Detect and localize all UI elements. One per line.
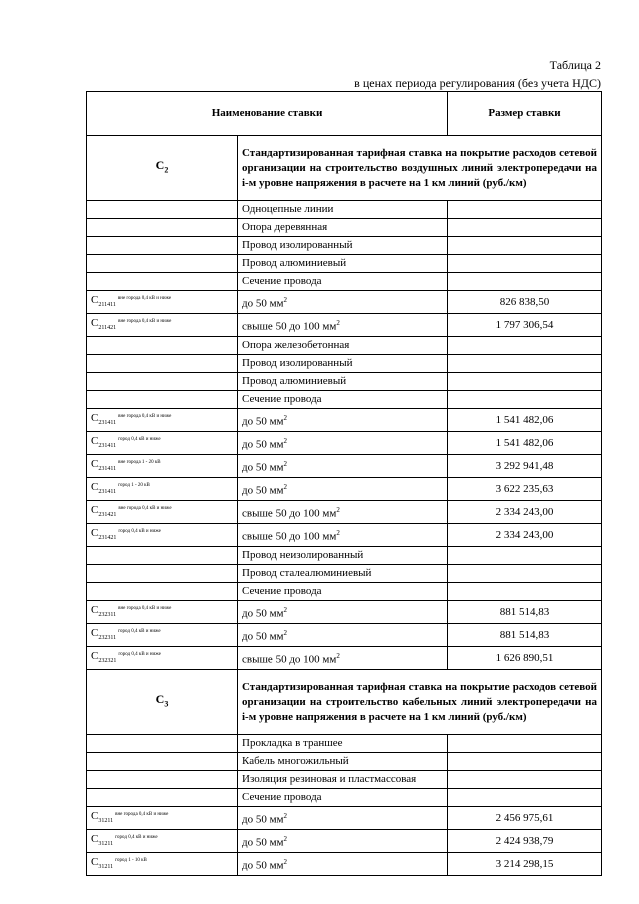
rate-code [87,201,238,219]
rate-description [238,355,448,373]
rate-code-index: 231411 [98,420,117,426]
rate-description [238,565,448,583]
unit-exponent: 2 [336,528,340,537]
rate-value [448,565,602,583]
rate-value: 2 334 243,00 [448,524,602,547]
rate-description-text: до 50 мм [242,484,284,497]
rate-code [87,314,238,337]
rate-code-qualifier: город 0,4 кВ и ниже [118,652,161,657]
section-code-sub: 3 [164,699,169,709]
rate-code [87,432,238,455]
rate-value [448,337,602,355]
rate-code-letter: C [91,317,99,329]
unit-exponent: 2 [283,295,288,304]
rate-description [238,735,448,753]
table-row [87,432,602,455]
table-row [87,255,602,273]
rate-value: 826 838,50 [448,291,602,314]
rate-code-qualifier: город 0,4 кВ и ниже [115,835,158,840]
rate-description-text: Сечение провода [242,791,322,803]
rate-code-index: 31211 [98,841,114,847]
rate-value: 3 214 298,15 [448,853,602,876]
table-row [87,478,602,501]
rate-value: 2 456 975,61 [448,807,602,830]
rate-code [87,807,238,830]
rate-code-index: 232311 [98,635,117,641]
rate-description-text: Сечение провода [242,585,322,597]
rate-value: 2 334 243,00 [448,501,602,524]
rate-description [238,337,448,355]
rate-code-qualifier: город 0,4 кВ и ниже [118,529,161,534]
rate-code [87,478,238,501]
rate-description-text: свыше 50 до 100 мм [242,507,337,520]
rate-value: 1 541 482,06 [448,409,602,432]
rate-description-text: до 50 мм [242,415,284,428]
rate-description [238,853,448,876]
rate-value: 3 292 941,48 [448,455,602,478]
rate-description-text: до 50 мм [242,461,284,474]
rate-value [448,547,602,565]
rate-description [238,255,448,273]
rate-code [87,355,238,373]
rate-description [238,409,448,432]
rate-value [448,735,602,753]
table-row [87,314,602,337]
unit-exponent: 2 [283,628,288,637]
rate-description [238,501,448,524]
rate-code-letter: C [91,412,99,424]
rate-code-qualifier: вне города 0,4 кВ и ниже [117,296,172,301]
table-row [87,237,602,255]
rate-code-qualifier: вне города 1 - 20 кВ [118,460,161,465]
rate-value [448,391,602,409]
rate-value: 2 424 938,79 [448,830,602,853]
rate-code [87,735,238,753]
rate-code [87,830,238,853]
rate-code [87,391,238,409]
rate-value [448,583,602,601]
table-row [87,565,602,583]
rate-code-qualifier: вне города 0,4 кВ и ниже [118,606,172,611]
rate-code-qualifier: город 1 - 20 кВ [118,483,150,488]
rate-code-letter: C [91,604,99,616]
rate-description-text: до 50 мм [242,836,284,849]
table-row [87,771,602,789]
rate-description-text: свыше 50 до 100 мм [242,320,337,333]
table-row [87,524,602,547]
unit-exponent: 2 [283,811,288,820]
rate-value: 1 797 306,54 [448,314,602,337]
unit-exponent: 2 [283,605,288,614]
rate-code [87,547,238,565]
rate-code [87,337,238,355]
rate-description-text: Кабель многожильный [242,755,349,767]
rate-code-qualifier: город 0,4 кВ и ниже [118,629,161,634]
rate-code [87,771,238,789]
table-row [87,583,602,601]
rate-code-index: 231421 [98,512,117,518]
section-code-main: C [155,692,165,707]
section-code-main: C [155,158,165,173]
rate-description [238,291,448,314]
rate-description [238,237,448,255]
rate-code-index: 211421 [98,325,117,331]
rate-code [87,455,238,478]
rate-code-qualifier: вне города 0,4 кВ и ниже [118,414,172,419]
rate-description-text: Сечение провода [242,275,322,287]
rate-value [448,237,602,255]
table-row [87,601,602,624]
rate-description-text: Прокладка в траншее [242,737,343,749]
table-row [87,373,602,391]
rate-code-letter: C [91,294,99,306]
unit-exponent: 2 [283,413,288,422]
section-code [87,136,238,201]
rate-description-text: свыше 50 до 100 мм [242,530,337,543]
table-body [87,136,602,876]
rate-code-letter: C [91,527,99,539]
rate-value [448,201,602,219]
rate-description [238,771,448,789]
table-row [87,501,602,524]
rate-description-text: до 50 мм [242,438,284,451]
section-code [87,670,238,735]
section-header-row [87,670,602,735]
rate-code [87,583,238,601]
rate-value: 3 622 235,63 [448,478,602,501]
rate-description-text: Провод изолированный [242,357,353,369]
rate-description-text: Изоляция резиновая и пластмассовая [242,773,417,785]
rate-description [238,547,448,565]
rate-code-qualifier: вне города 0,4 кВ и ниже [118,319,172,324]
rate-code-letter: C [91,504,99,516]
rate-code-index: 211411 [98,302,116,308]
rate-description [238,601,448,624]
table-row [87,273,602,291]
unit-exponent: 2 [283,436,288,445]
rate-value [448,789,602,807]
rate-description [238,524,448,547]
rate-value [448,255,602,273]
rate-code-letter: C [91,458,99,470]
table-row [87,735,602,753]
rate-value: 881 514,83 [448,624,602,647]
rate-code [87,501,238,524]
rate-description-text: Провод алюминиевый [242,375,347,387]
rate-description [238,273,448,291]
rate-description [238,789,448,807]
rate-description [238,391,448,409]
table-row [87,409,602,432]
rate-code-qualifier: вне города 0,4 кВ и ниже [115,812,169,817]
rate-code [87,601,238,624]
rate-code [87,853,238,876]
header-name: Наименование ставки [87,92,448,136]
rate-description-text: Провод изолированный [242,239,353,251]
table-row [87,789,602,807]
table-row [87,830,602,853]
rate-code-letter: C [91,650,99,662]
rate-code-letter: C [91,435,99,447]
header-row [87,92,602,136]
table-row [87,624,602,647]
rate-code-letter: C [91,856,99,868]
table-row [87,455,602,478]
table-row [87,547,602,565]
rate-description [238,432,448,455]
rate-code-letter: C [91,833,99,845]
rate-code [87,409,238,432]
rate-description [238,583,448,601]
rate-description [238,753,448,771]
section-description: Стандартизированная тарифная ставка на покрытие расходов сетевой организации на строительство воздушных линий электропередачи на i-м уровне напряжения в расчете на 1 км линий (руб./км) [238,136,602,201]
rate-code-index: 31211 [98,864,114,870]
table-row [87,291,602,314]
rate-code [87,524,238,547]
rate-description [238,373,448,391]
table-row [87,391,602,409]
rate-value [448,373,602,391]
table-row [87,753,602,771]
rate-code-letter: C [91,810,99,822]
unit-exponent: 2 [336,505,340,514]
unit-exponent: 2 [283,857,288,866]
rate-code [87,291,238,314]
rate-code-letter: C [91,481,99,493]
rate-description-text: свыше 50 до 100 мм [242,653,337,666]
rate-code [87,373,238,391]
rate-code-qualifier: вне города 0,4 кВ и ниже [118,506,172,511]
rate-description [238,314,448,337]
rate-code [87,255,238,273]
rate-code [87,789,238,807]
table-row [87,219,602,237]
rate-code-qualifier: город 1 - 10 кВ [115,858,147,863]
rate-value: 881 514,83 [448,601,602,624]
rate-description-text: до 50 мм [242,859,284,872]
unit-exponent: 2 [336,651,340,660]
rate-description-text: до 50 мм [242,630,284,643]
section-code-sub: 2 [164,165,169,175]
rate-description-text: Провод неизолированный [242,549,364,561]
rate-code-index: 31211 [98,818,114,824]
rate-description [238,647,448,670]
rate-description-text: до 50 мм [242,297,284,310]
table-row [87,201,602,219]
rate-description [238,624,448,647]
unit-exponent: 2 [283,459,288,468]
rate-code [87,647,238,670]
header-size: Размер ставки [448,92,602,136]
rate-code-index: 231411 [98,466,117,472]
rate-description [238,807,448,830]
section-header-row [87,136,602,201]
rate-code-index: 232321 [98,658,117,664]
rate-value [448,355,602,373]
rate-code [87,219,238,237]
rate-description-text: Одноцепные линии [242,203,334,215]
rate-code [87,237,238,255]
rate-code [87,624,238,647]
rate-description [238,830,448,853]
rate-value [448,273,602,291]
table-number: Таблица 2 [549,58,601,72]
table-row [87,853,602,876]
unit-exponent: 2 [283,482,288,491]
rate-code-index: 231411 [98,489,117,495]
rate-description [238,219,448,237]
rate-code [87,565,238,583]
rate-description-text: Провод сталеалюминиевый [242,567,372,579]
table-row [87,355,602,373]
rate-value [448,771,602,789]
tariff-table [86,91,602,876]
rate-code [87,753,238,771]
table-row [87,647,602,670]
rate-description-text: Провод алюминиевый [242,257,347,269]
rate-description-text: Опора деревянная [242,221,328,233]
rate-description-text: Сечение провода [242,393,322,405]
rate-code-qualifier: город 0,4 кВ и ниже [118,437,161,442]
rate-code-letter: C [91,627,99,639]
table-note: в ценах периода регулирования (без учета НДС) [354,76,601,90]
unit-exponent: 2 [283,834,288,843]
rate-description-text: Опора железобетонная [242,339,350,351]
rate-code-index: 232311 [98,612,117,618]
table-row [87,337,602,355]
rate-code-index: 231421 [98,535,117,541]
rate-value: 1 626 890,51 [448,647,602,670]
section-description: Стандартизированная тарифная ставка на покрытие расходов сетевой организации на строительство кабельных линий электропередачи на i-м уровне напряжения в расчете на 1 км линий (руб./км) [238,670,602,735]
table-row [87,807,602,830]
rate-description [238,478,448,501]
rate-description-text: до 50 мм [242,813,284,826]
rate-description-text: до 50 мм [242,607,284,620]
rate-value [448,753,602,771]
rate-description [238,455,448,478]
rate-description [238,201,448,219]
unit-exponent: 2 [336,318,340,327]
rate-code-index: 231411 [98,443,117,449]
rate-value [448,219,602,237]
rate-code [87,273,238,291]
rate-value: 1 541 482,06 [448,432,602,455]
